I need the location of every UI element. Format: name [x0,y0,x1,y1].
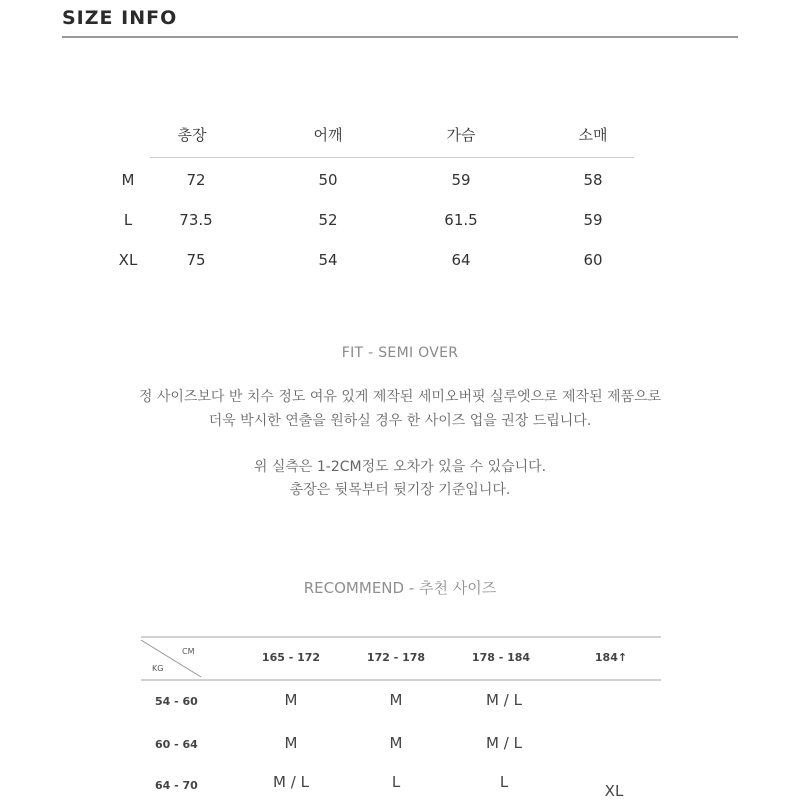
height-column-header: 165 - 172 [261,651,321,664]
page-title: SIZE INFO [62,7,178,29]
size-cell: 75 [186,251,206,269]
recommend-cell: M / L [486,734,522,752]
weight-row-label: 60 - 64 [155,738,198,751]
size-cell: 50 [318,171,338,189]
recommend-cell: M [284,691,298,709]
height-column-header: 184↑ [594,651,628,664]
title-divider [62,36,738,38]
measurement-note-2: 총장은 뒷목부터 뒷기장 기준입니다. [289,482,511,498]
height-column-header: 172 - 178 [366,651,426,664]
recommend-cell: L [391,773,401,791]
recommend-title: RECOMMEND - 추천 사이즈 [303,579,497,597]
weight-row-label: 64 - 70 [155,779,198,792]
recommend-header-divider [141,679,661,681]
corner-kg-label: KG [152,664,164,673]
size-cell: 59 [583,211,603,229]
corner-diagonal-line [141,638,201,679]
corner-cm-label: CM [182,647,195,656]
size-cell: 73.5 [179,211,213,229]
size-cell: 60 [583,251,603,269]
fit-heading: FIT - SEMI OVER [341,345,459,361]
size-cell: 52 [318,211,338,229]
size-cell: 61.5 [444,211,478,229]
size-cell: 58 [583,171,603,189]
size-row-label: XL [118,251,138,269]
recommend-cell: M [284,734,298,752]
size-cell: 64 [451,251,471,269]
height-column-header: 178 - 184 [471,651,531,664]
recommend-cell: M [389,691,403,709]
recommend-cell: M / L [273,773,309,791]
fit-description-line-1: 정 사이즈보다 반 치수 정도 여유 있게 제작된 세미오버핏 실루엣으로 제작된 제품으로 [138,389,662,405]
size-header-shoulder: 어깨 [313,126,343,144]
recommend-top-divider [141,636,661,638]
fit-description-line-2: 더욱 박시한 연출을 원하실 경우 한 사이즈 업을 권장 드립니다. [208,413,592,429]
recommend-cell: XL [604,782,624,800]
measurement-note-1: 위 실측은 1-2CM정도 오차가 있을 수 있습니다. [253,459,547,475]
size-row-label: M [121,171,135,189]
recommend-cell: M / L [486,691,522,709]
size-header-length: 총장 [177,126,207,144]
size-header-sleeve: 소매 [578,126,608,144]
size-cell: 59 [451,171,471,189]
size-header-chest: 가슴 [446,126,476,144]
recommend-cell: M [389,734,403,752]
size-cell: 54 [318,251,338,269]
weight-row-label: 54 - 60 [155,695,198,708]
size-cell: 72 [186,171,206,189]
size-header-divider [150,157,634,158]
recommend-cell: L [499,773,509,791]
size-row-label: L [123,211,133,229]
